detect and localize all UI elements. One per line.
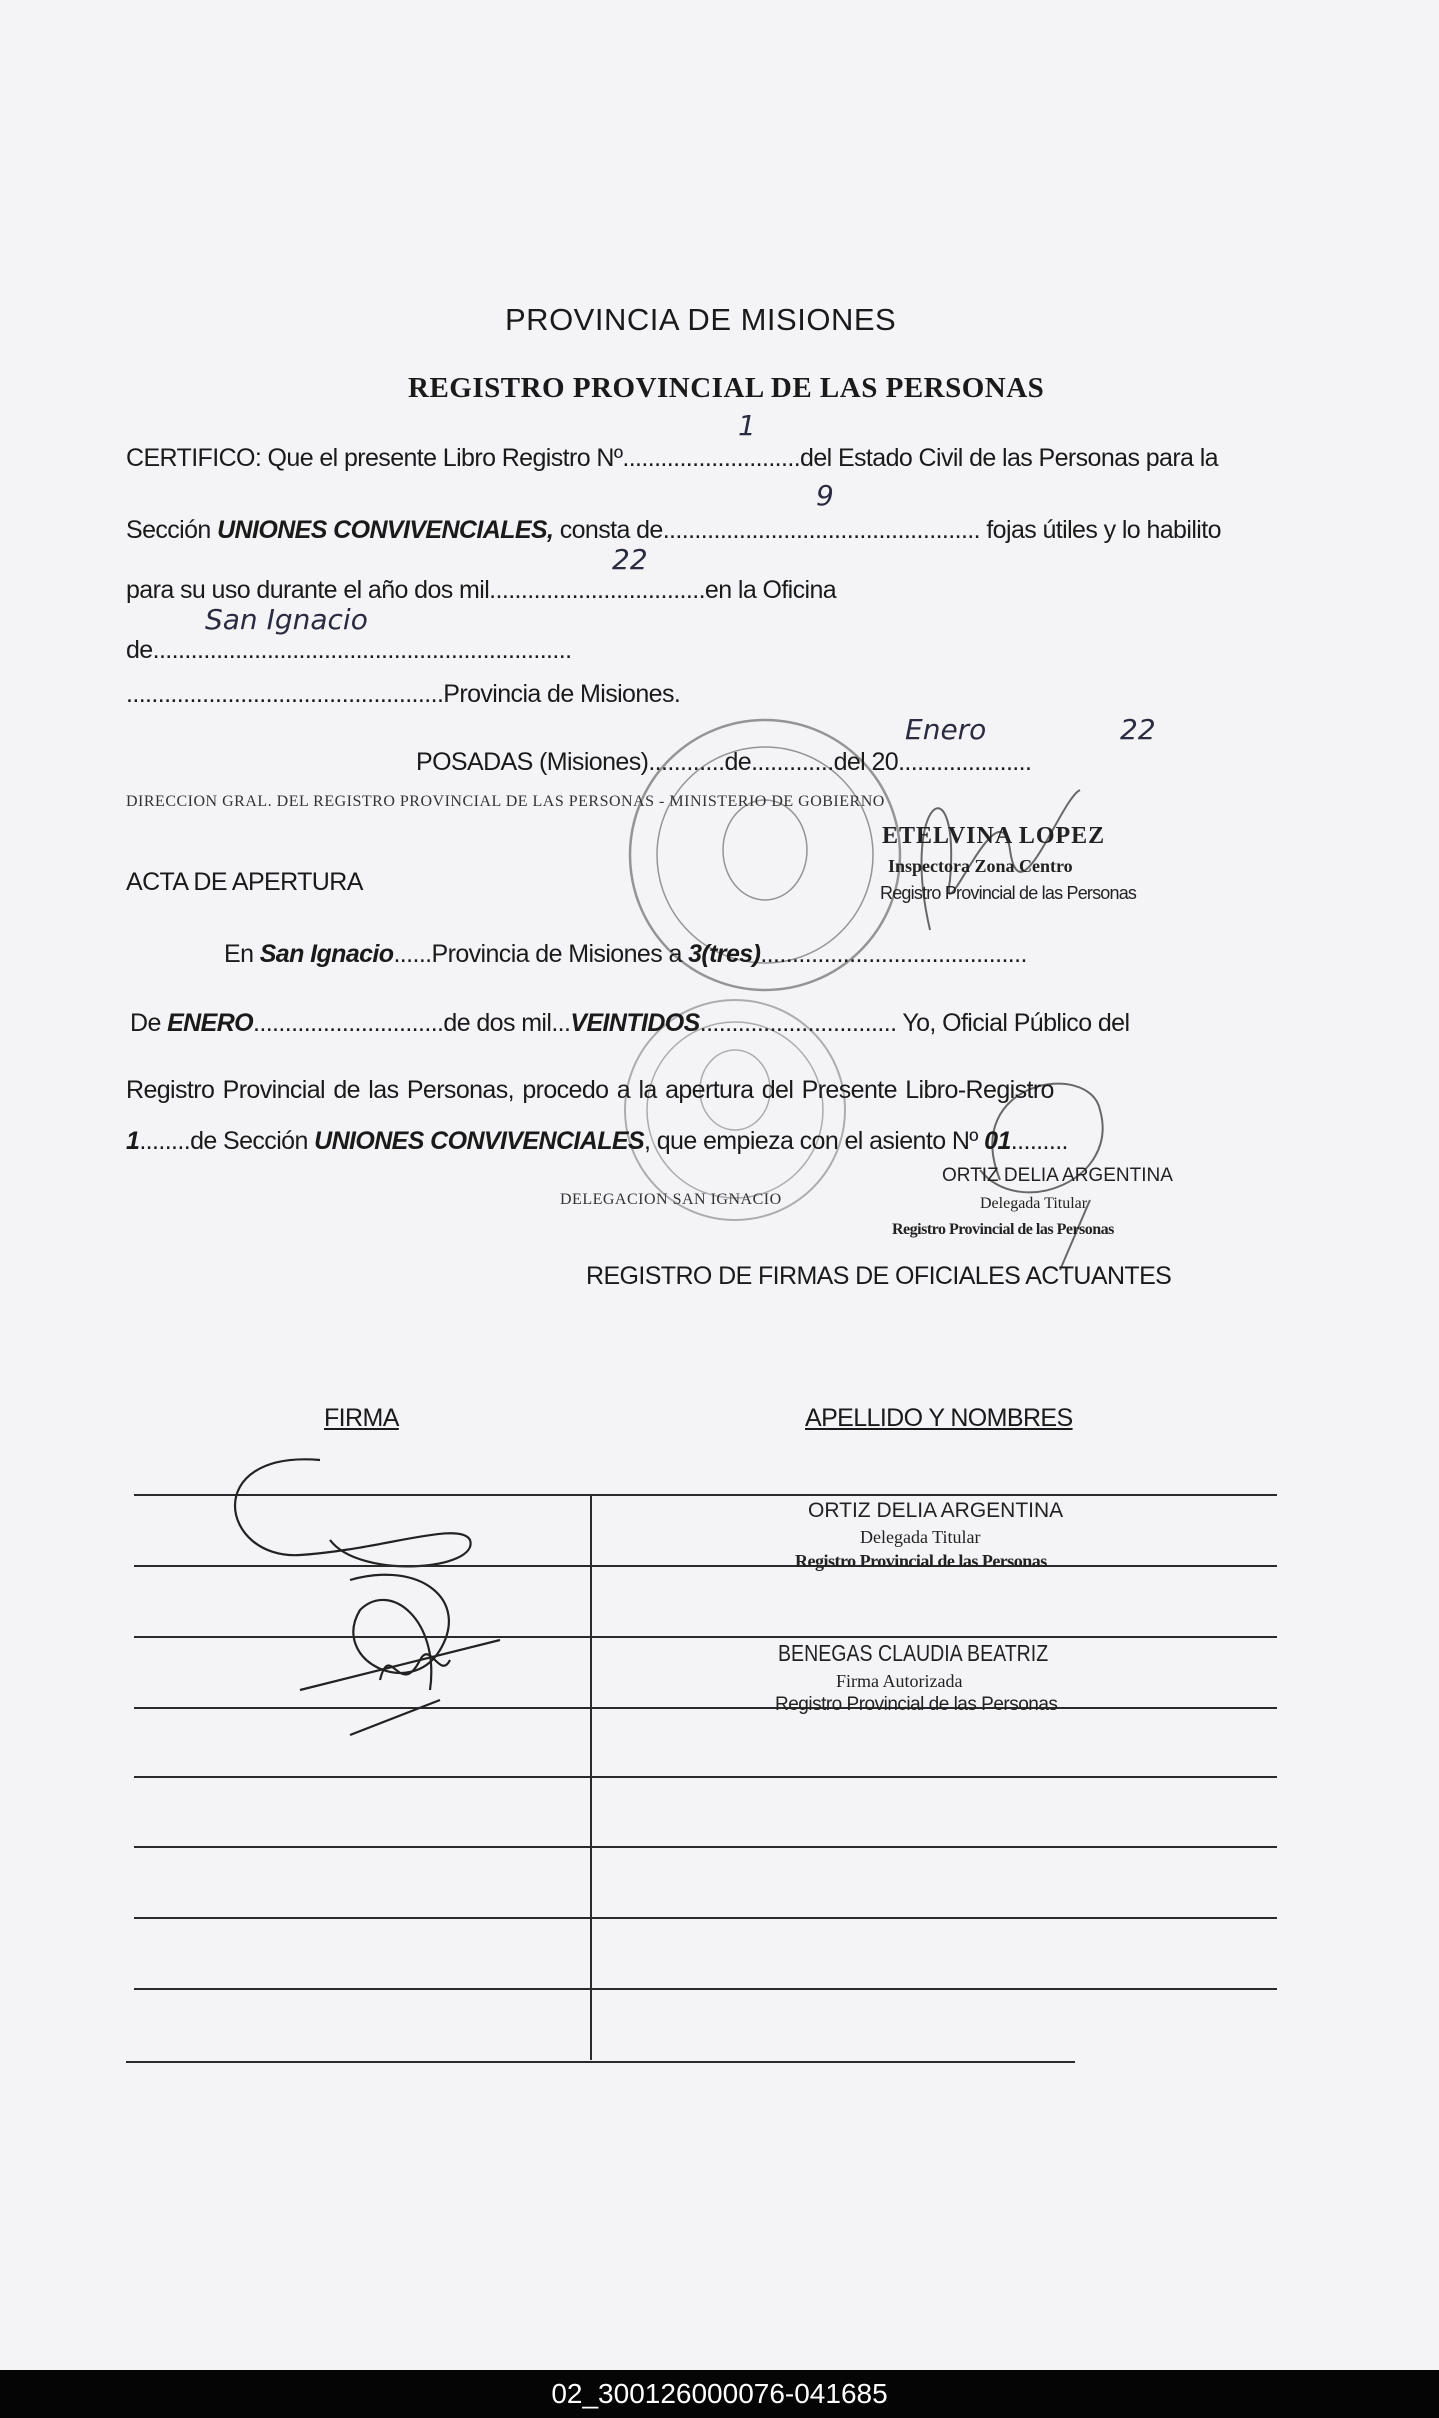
inspector-stamp-role: Inspectora Zona Centro [888, 856, 1073, 876]
table-rule [134, 1846, 1277, 1848]
handwritten-date-year: 22 [1120, 713, 1156, 746]
column-header-nombres: APELLIDO Y NOMBRES [805, 1404, 1073, 1432]
table-rule [134, 1494, 1277, 1496]
table-rule [134, 1917, 1277, 1919]
handwritten-pages: 9 [816, 479, 834, 512]
table-column-divider [590, 1494, 592, 2060]
column-header-firma: FIRMA [324, 1404, 399, 1432]
certificate-date-line: POSADAS (Misiones)............de.............del 20..................... [416, 748, 1032, 776]
document-id-footer: 02_300126000076-041685 [0, 2370, 1439, 2418]
certificate-line-3: para su uso durante el año dos mil..................................en la Oficina [126, 576, 837, 604]
inspector-stamp-org: Registro Provincial de las Personas [880, 883, 1137, 903]
inspector-stamp-name: ETELVINA LOPEZ [882, 823, 1106, 849]
seal-top-text: DIRECCION GRAL. DEL REGISTRO PROVINCIAL DE LAS PERSONAS - MINISTERIO DE GOBIERNO [126, 793, 885, 810]
certificate-line-1: CERTIFICO: Que el presente Libro Registro Nº............................del Estado Civil de las Personas para la [126, 444, 1218, 472]
acta-line-1: En San Ignacio......Provincia de Misiones a 3(tres).......................................... [224, 940, 1027, 968]
handwritten-month: Enero [905, 713, 987, 746]
table-rule [134, 1988, 1277, 1990]
table-rule [134, 1636, 1277, 1638]
acta-heading: ACTA DE APERTURA [126, 868, 363, 896]
table-rule [134, 1565, 1277, 1567]
row-2-role: Firma Autorizada [836, 1671, 963, 1691]
document-subtitle: REGISTRO PROVINCIAL DE LAS PERSONAS [408, 372, 1045, 404]
row-2-name: BENEGAS CLAUDIA BEATRIZ [778, 1640, 1049, 1666]
table-rule [134, 1707, 1277, 1709]
delegate-stamp-name: ORTIZ DELIA ARGENTINA [942, 1165, 1173, 1186]
table-bottom-rule [126, 2061, 1075, 2063]
seal-bottom-text: DELEGACION SAN IGNACIO [560, 1191, 782, 1208]
delegate-stamp-role: Delegada Titular [980, 1195, 1088, 1212]
acta-line-4: 1........de Sección UNIONES CONVIVENCIALES, que empieza con el asiento Nº 01......... [126, 1127, 1068, 1155]
handwritten-office: San Ignacio [205, 603, 368, 636]
table-signature [235, 1459, 500, 1735]
acta-line-2: De ENERO..............................de dos mil...VEINTIDOS............................... Yo, Oficial Público del [130, 1009, 1130, 1037]
signatures-heading: REGISTRO DE FIRMAS DE OFICIALES ACTUANTES [586, 1262, 1172, 1290]
row-1-name: ORTIZ DELIA ARGENTINA [808, 1499, 1064, 1522]
row-1-org: Registro Provincial de las Personas [795, 1551, 1047, 1571]
row-1-role: Delegada Titular [860, 1527, 981, 1547]
table-rule [134, 1776, 1277, 1778]
certificate-line-4: de.................................................................. [126, 636, 572, 664]
acta-line-3: Registro Provincial de las Personas, procedo a la apertura del Presente Libro-Registro [126, 1076, 1054, 1104]
handwritten-year: 22 [612, 543, 648, 576]
row-2-org: Registro Provincial de las Personas [775, 1694, 1058, 1715]
handwritten-book-number: 1 [738, 409, 756, 442]
certificate-line-2: Sección UNIONES CONVIVENCIALES, consta de.................................................. fojas útiles y lo habilito [126, 516, 1221, 544]
delegate-stamp-org: Registro Provincial de las Personas [892, 1221, 1114, 1238]
document-title: PROVINCIA DE MISIONES [505, 302, 897, 337]
certificate-line-5: ..................................................Provincia de Misiones. [126, 680, 681, 708]
